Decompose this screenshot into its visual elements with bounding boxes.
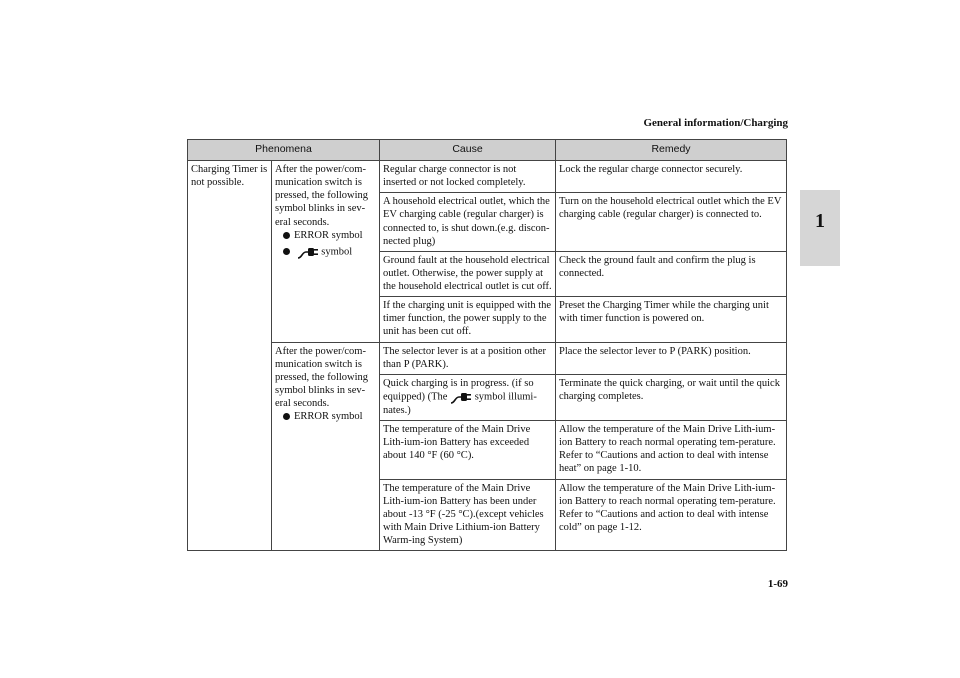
remedy-cell: Allow the temperature of the Main Drive Lith-ium-ion Battery to reach normal operating tem-perature. Refer to “Cautions and action to deal with intense cold” on page 1-12. xyxy=(556,479,787,551)
chapter-tab xyxy=(800,190,840,266)
table-row xyxy=(188,161,787,193)
group2-bullet-error xyxy=(275,410,376,423)
cause-cell: The temperature of the Main Drive Lith-ium-ion Battery has exceeded about 140 °F (60 °C). xyxy=(380,421,556,480)
remedy-cell: Preset the Charging Timer while the charging unit with timer function is powered on. xyxy=(556,297,787,342)
bullet-text: symbol xyxy=(321,246,353,258)
remedy-cell: Allow the temperature of the Main Drive Lith-ium-ion Battery to reach normal operating tem-perature. Refer to “Cautions and action to deal with intense heat” on page 1-10. xyxy=(556,421,787,480)
cause-text-pre: Quick charging is in progress. (if so equipped) (The xyxy=(383,377,534,403)
group1-description-cell xyxy=(272,161,380,343)
cause-cell: If the charging unit is equipped with the timer function, the power supply to the unit has been cut off. xyxy=(380,297,556,342)
phenomenon-cell: Charging Timer is not possible. xyxy=(188,161,272,551)
header-remedy: Remedy xyxy=(556,140,787,161)
group2-description-cell xyxy=(272,342,380,551)
charging-plug-icon xyxy=(450,390,472,404)
header-phenomena: Phenomena xyxy=(188,140,380,161)
header-cause: Cause xyxy=(380,140,556,161)
cause-cell: The temperature of the Main Drive Lith-ium-ion Battery has been under about -13 °F (-25 °C).(except vehicles with Main Drive Lithium-ion Battery Warm-ing System) xyxy=(380,479,556,551)
cause-cell: A household electrical outlet, which the EV charging cable (regular charger) is connected to, is shut down.(e.g. discon-nected plug) xyxy=(380,193,556,252)
charging-plug-icon xyxy=(297,245,319,259)
troubleshooting-table xyxy=(187,139,787,551)
table-row xyxy=(188,342,787,374)
bullet-text: ERROR symbol xyxy=(294,411,363,423)
remedy-cell: Turn on the household electrical outlet which the EV charging cable (regular charger) is connected to. xyxy=(556,193,787,252)
bullet-dot-icon xyxy=(283,232,290,239)
chapter-number: 1 xyxy=(815,210,825,232)
remedy-cell: Check the ground fault and confirm the plug is connected. xyxy=(556,251,787,296)
remedy-cell: Place the selector lever to P (PARK) position. xyxy=(556,342,787,374)
bullet-text: ERROR symbol xyxy=(294,229,363,241)
table-header-row xyxy=(188,140,787,161)
cause-text-post: symbol illumi-nates.) xyxy=(383,391,537,416)
group1-description: After the power/com-munication switch is pressed, the following symbol blinks in sev-eral seconds. xyxy=(275,164,369,228)
page-header-title: General information/Charging xyxy=(643,117,788,129)
remedy-cell: Lock the regular charge connector securely. xyxy=(556,161,787,193)
page-number: 1-69 xyxy=(767,578,788,590)
group1-bullet-plug xyxy=(275,245,376,259)
remedy-cell: Terminate the quick charging, or wait until the quick charging completes. xyxy=(556,374,787,420)
group2-description: After the power/com-munication switch is pressed, the following symbol blinks in sev-eral seconds. xyxy=(275,345,369,409)
group1-bullet-error xyxy=(275,229,376,242)
cause-cell: Regular charge connector is not inserted or not locked completely. xyxy=(380,161,556,193)
cause-cell: Ground fault at the household electrical outlet. Otherwise, the power supply at the household electrical outlet is cut off. xyxy=(380,251,556,296)
bullet-dot-icon xyxy=(283,248,290,255)
cause-cell: The selector lever is at a position other than P (PARK). xyxy=(380,342,556,374)
bullet-dot-icon xyxy=(283,413,290,420)
cause-cell xyxy=(380,374,556,420)
